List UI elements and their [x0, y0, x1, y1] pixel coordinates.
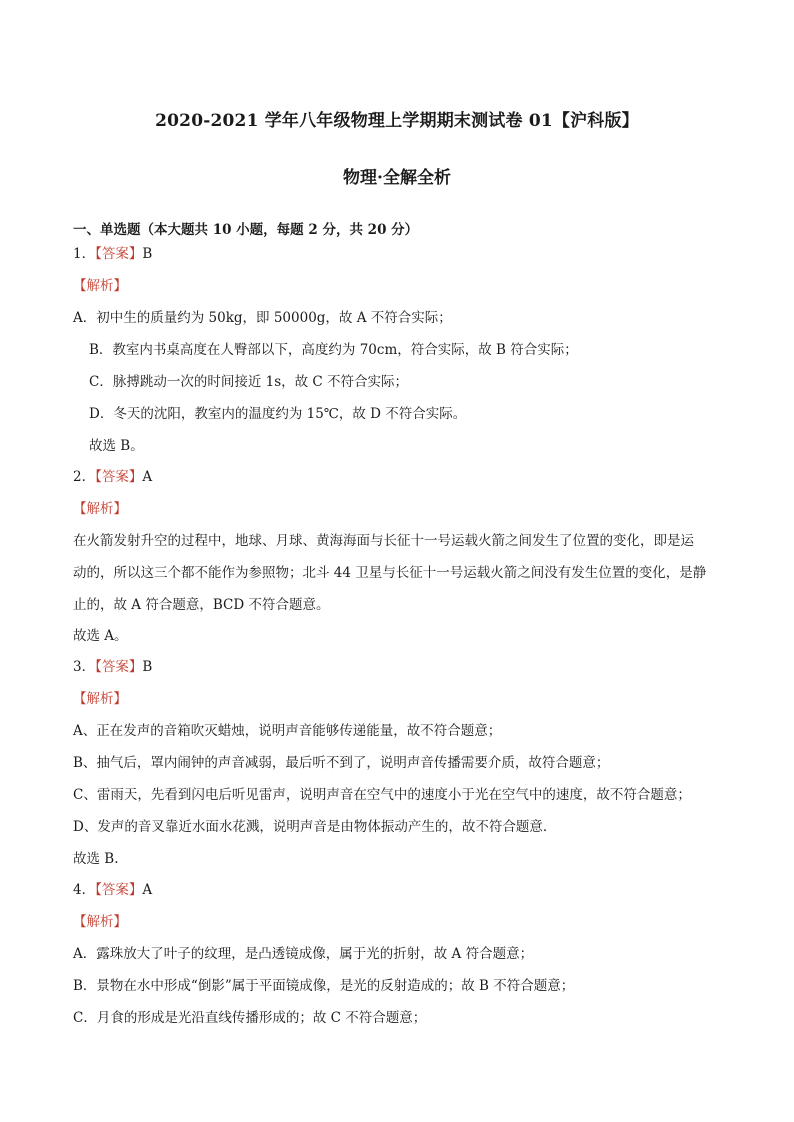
- conclusion-line: 故选 B。: [89, 438, 144, 454]
- q1-answer-line: [73, 244, 152, 264]
- analysis-line: B、抽气后，罩内闹钟的声音减弱，最后听不到了，说明声音传播需要介质，故符合题意；: [73, 755, 610, 771]
- analysis-line: A．初中生的质量约为 50kg，即 50000g，故 A 不符合实际；: [73, 310, 452, 326]
- analysis-line: 止的，故 A 符合题意，BCD 不符合题意。: [73, 597, 330, 613]
- q2-answer-line: [73, 467, 152, 487]
- section-heading: 一、单选题（本大题共 10 小题，每题 2 分，共 20 分）: [73, 222, 419, 238]
- analysis-line: D、发声的音叉靠近水面水花溅，说明声音是由物体振动产生的，故不符合题意．: [73, 819, 557, 835]
- analysis-line: B．教室内书桌高度在人臀部以下，高度约为 70cm，符合实际，故 B 符合实际；: [89, 342, 578, 358]
- conclusion-line: 故选 A。: [73, 628, 128, 644]
- conclusion-line: 故选 B.: [73, 851, 119, 867]
- question-number: 2．: [73, 469, 96, 485]
- q4-answer-line: [73, 880, 152, 900]
- question-number: 3．: [73, 659, 96, 675]
- analysis-line: A．露珠放大了叶子的纹理，是凸透镜成像，属于光的折射，故 A 符合题意；: [73, 946, 534, 962]
- answer-value: A: [142, 882, 153, 898]
- answer-value: B: [142, 659, 153, 675]
- analysis-tag: 【解析】: [73, 278, 127, 294]
- analysis-line: C．月食的形成是光沿直线传播形成的；故 C 不符合题意；: [73, 1010, 427, 1026]
- answer-tag: 【答案】: [95, 882, 143, 898]
- question-number: 4．: [73, 882, 96, 898]
- answer-tag: 【答案】: [95, 246, 143, 262]
- analysis-line: D．冬天的沈阳，教室内的温度约为 15℃，故 D 不符合实际。: [89, 406, 467, 422]
- analysis-line: A、正在发声的音箱吹灭蜡烛，说明声音能够传递能量，故不符合题意；: [73, 723, 502, 739]
- analysis-tag: 【解析】: [73, 691, 127, 707]
- question-number: 1．: [73, 246, 96, 262]
- analysis-tag: 【解析】: [73, 914, 127, 930]
- page-subtitle: 物理·全解全析: [343, 168, 451, 188]
- answer-value: B: [142, 246, 153, 262]
- analysis-line: 在火箭发射升空的过程中，地球、月球、黄海海面与长征十一号运载火箭之间发生了位置的变化，即是运: [73, 533, 694, 549]
- page-title: 2020-2021 学年八年级物理上学期期末测试卷 01【沪科版】: [155, 111, 639, 131]
- analysis-tag: 【解析】: [73, 501, 127, 517]
- answer-value: A: [142, 469, 153, 485]
- answer-tag: 【答案】: [95, 469, 143, 485]
- analysis-line: C．脉搏跳动一次的时间接近 1s，故 C 不符合实际；: [89, 374, 409, 390]
- analysis-line: B．景物在水中形成“倒影”属于平面镜成像，是光的反射造成的；故 B 不符合题意；: [73, 978, 575, 994]
- answer-tag: 【答案】: [95, 659, 143, 675]
- analysis-line: C、雷雨天，先看到闪电后听见雷声，说明声音在空气中的速度小于光在空气中的速度，故不符合题意；: [73, 787, 691, 803]
- analysis-line: 动的，所以这三个都不能作为参照物；北斗 44 卫星与长征十一号运载火箭之间没有发生位置的变化，是静: [73, 565, 707, 581]
- q3-answer-line: [73, 657, 152, 677]
